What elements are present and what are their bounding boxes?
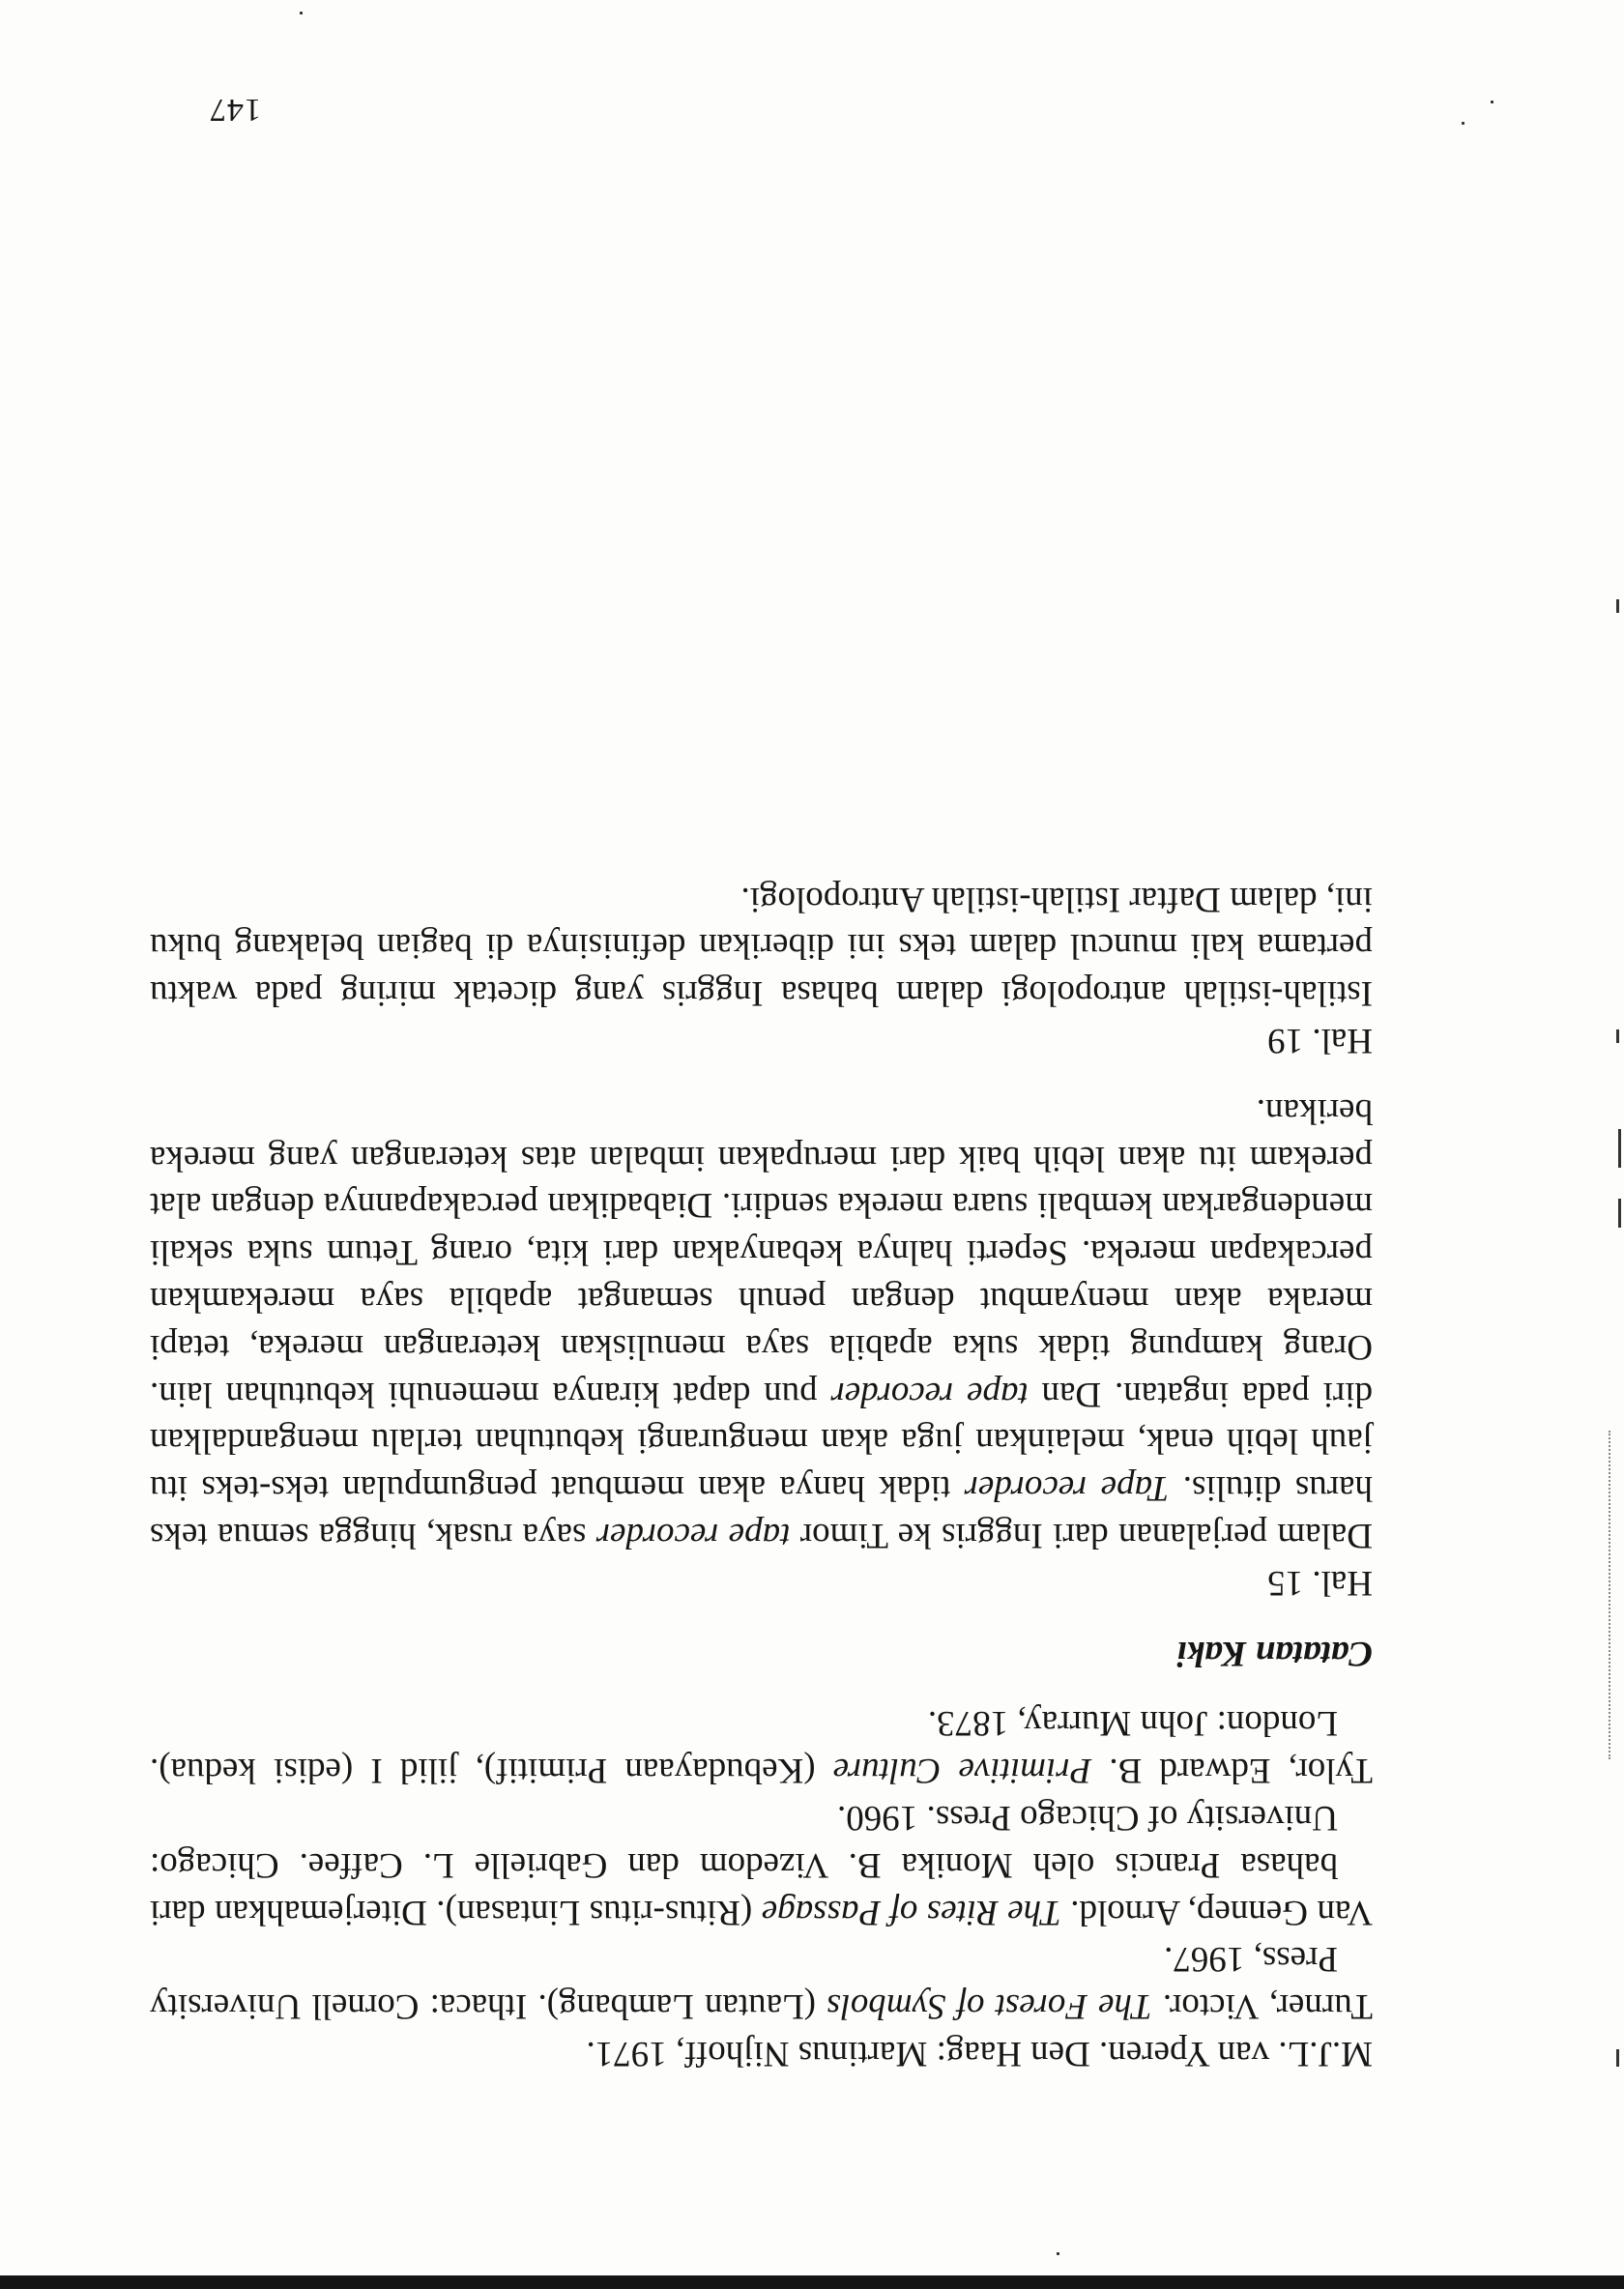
scan-edge-mark	[1616, 599, 1619, 613]
spacer	[150, 1606, 1373, 1629]
footnote-ref: Hal. 19	[1267, 1021, 1373, 1061]
bib-rest: (Ritus-ritus Lintasan). Diterjemahkan dari bahasa Prancis oleh Monika B. Vizedom dan Gabrielle L. Caffee. Chicago: University of Chicago Press. 1960.	[150, 1798, 1338, 1932]
scan-edge-mark	[1616, 2049, 1619, 2067]
spacer	[150, 1063, 1373, 1087]
footnote-ref: Hal. 15	[1267, 1562, 1373, 1603]
scan-edge-mark	[1616, 1029, 1619, 1043]
scan-speck	[300, 12, 303, 14]
spacer	[150, 1676, 1373, 1699]
scan-edge-mark	[1618, 1129, 1621, 1168]
footnote-text: Istilah-istilah antropologi dalam bahasa Inggris yang dicetak miring pada waktu pertama kali muncul dalam teks ini diberikan definisinya di bagian belakang buku ini, dalam Daftar Istilah-istilah Antropologi.	[150, 879, 1373, 1014]
document-body	[150, 875, 1373, 2076]
bibliography-entry: M.J.L. van Yperen. Den Haag: Martinus Nijhoff, 1971.	[586, 2034, 1373, 2073]
scan-speck	[1491, 101, 1494, 103]
bibliography-entry	[150, 1935, 1373, 2030]
bib-title: Primitive Culture	[832, 1751, 1092, 1791]
bib-rest: (Kebudayaan Primitif), jilid I (edisi kedua). London: John Murray, 1873.	[150, 1703, 1338, 1791]
scan-speck	[1462, 122, 1464, 125]
footnotes-heading: Catatan Kaki	[1176, 1633, 1373, 1673]
bibliography-entry	[150, 1699, 1373, 1794]
bib-title: The Rites of Passage	[761, 1892, 1061, 1932]
bib-title: The Forest of Symbols	[826, 1986, 1152, 2027]
scan-edge-bar	[0, 2275, 1624, 2289]
bibliography-entry	[150, 1793, 1373, 1934]
scan-dotted-edge	[1609, 1431, 1612, 1759]
scan-speck	[1057, 2252, 1059, 2255]
scan-edge-mark	[1618, 1199, 1621, 1228]
page-number: 147	[209, 92, 261, 128]
footnote-text: Dalam perjalanan dari Inggris ke Timor tape recorder saya rusak, hingga semua teks harus ditulis. Tape recorder tidak hanya akan membuat pengumpulan teks-teks itu jauh lebih enak, melainkan juga akan mengurangi kebutuhan terlalu mengandalkan diri pada ingatan. Dan tape recorder pun dapat kiranya memenuhi kebutuhan lain. Orang kampung tidak suka apabila saya menuliskan keterangan mereka, tetapi meraka akan menyambut dengan penuh semangat apabila saya merekamkan percakapan mereka. Seperti halnya kebanyakan dari kita, orang Tetum suka sekali mendengarkan kembali suara mereka sendiri. Diabadikan percakapannya dengan alat perekam itu akan lebih baik dari merupakan imbalan atas keterangan yang mereka berikan.	[150, 1090, 1373, 1556]
bib-author: Tylor, Edward B.	[1091, 1751, 1373, 1791]
bib-author: Turner, Victor.	[1151, 1986, 1373, 2027]
bib-rest: (Lautan Lambang). Ithaca: Cornell University Press, 1967.	[150, 1939, 1338, 2027]
bib-author: Van Gennep, Arnold.	[1060, 1892, 1373, 1932]
